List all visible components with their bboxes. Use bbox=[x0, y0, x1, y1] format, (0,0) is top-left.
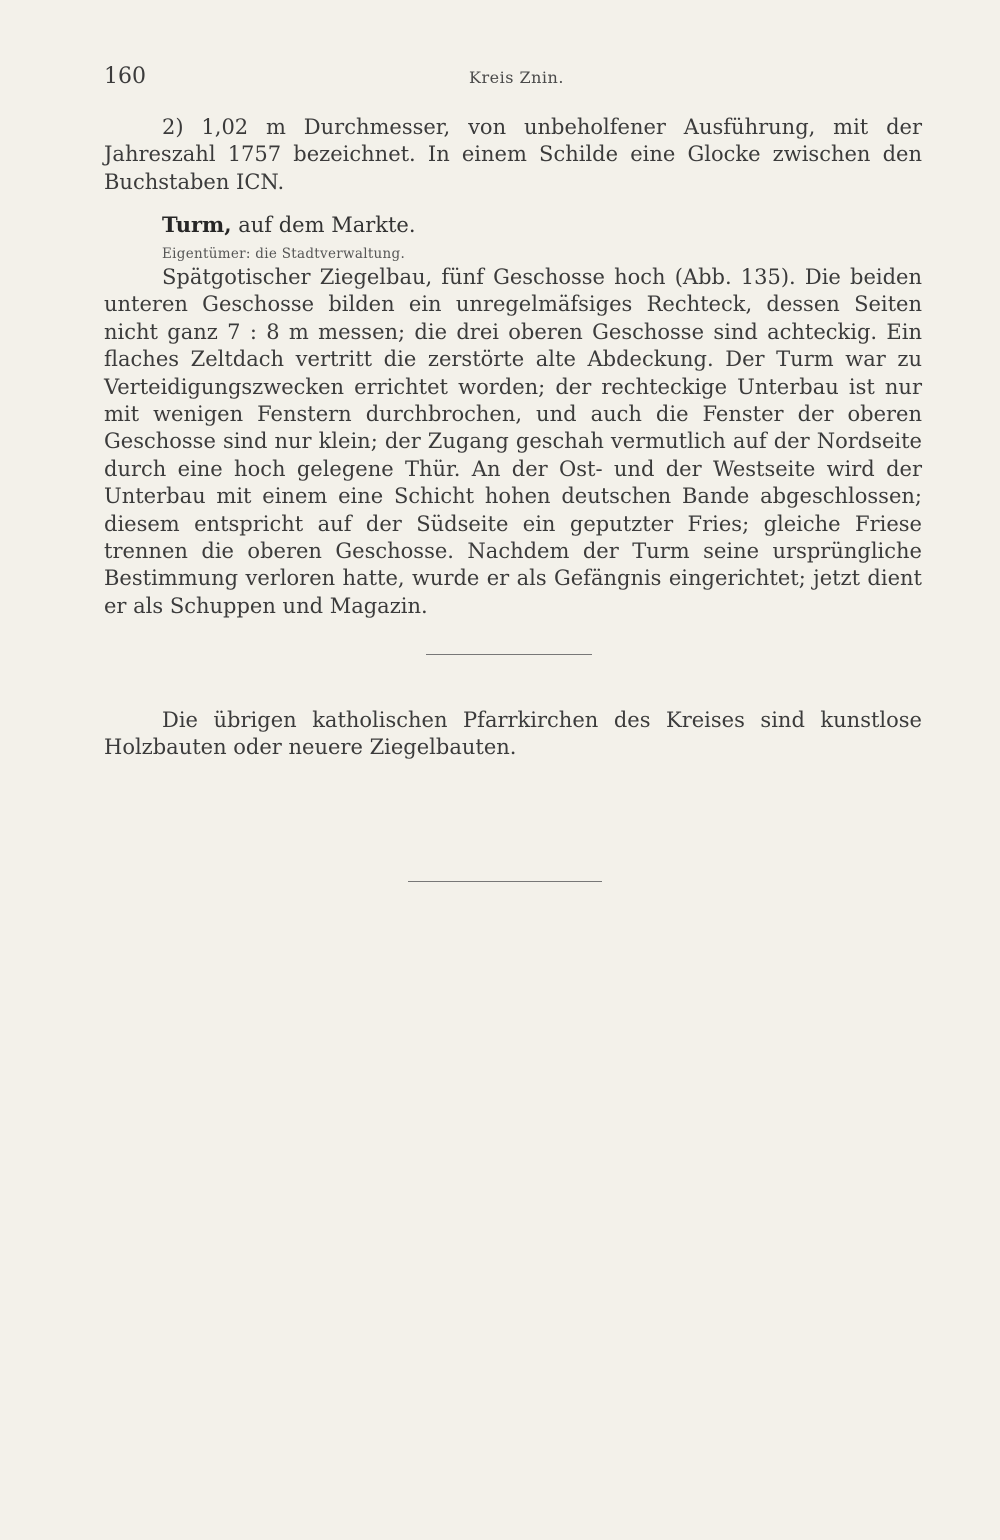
tower-location: auf dem Markte. bbox=[231, 213, 416, 237]
end-divider bbox=[408, 881, 602, 882]
tower-description-block bbox=[104, 264, 922, 620]
closing-paragraph: Die übrigen katholischen Pfarrkirchen des Kreises sind kunstlose Holzbauten oder neuere Ziegelbauten. bbox=[104, 708, 922, 760]
bell-paragraph: 2) 1,02 m Durchmesser, von unbeholfener Ausführung, mit der Jahreszahl 1757 bezeichnet. In einem Schilde eine Glocke zwischen den Buchstaben ICN. bbox=[104, 115, 922, 194]
section-divider bbox=[426, 654, 592, 655]
page-header bbox=[104, 64, 922, 94]
closing-paragraph-block bbox=[104, 707, 922, 762]
page-number: 160 bbox=[104, 64, 146, 89]
bell-paragraph-block bbox=[104, 114, 922, 196]
tower-title: Turm, bbox=[162, 212, 232, 237]
running-head: Kreis Znin. bbox=[469, 68, 564, 87]
tower-description: Spätgotischer Ziegelbau, fünf Geschosse hoch (Abb. 135). Die beiden unteren Geschosse bilden ein unregelmäfsiges Rechteck, dessen Seiten nicht ganz 7 : 8 m messen; die drei oberen Geschosse sind achteckig. Ein flaches Zeltdach vertritt die zerstörte alte Abdeckung. Der Turm war zu Verteidigungszwecken errichtet worden; der rechteckige Unterbau ist nur mit wenigen Fenstern durchbrochen, und auch die Fenster der oberen Geschosse sind nur klein; der Zugang geschah vermutlich auf der Nordseite durch eine hoch gelegene Thür. An der Ost- und der Westseite wird der Unterbau mit einem eine Schicht hohen deutschen Bande abgeschlossen; diesem entspricht auf der Südseite ein geputzter Fries; gleiche Friese trennen die oberen Geschosse. Nachdem der Turm seine ursprüngliche Bestimmung verloren hatte, wurde er als Gefängnis eingerichtet; jetzt dient er als Schuppen und Magazin. bbox=[104, 265, 922, 618]
tower-owner: Eigentümer: die Stadtverwaltung. bbox=[162, 246, 406, 262]
tower-heading bbox=[162, 212, 416, 237]
